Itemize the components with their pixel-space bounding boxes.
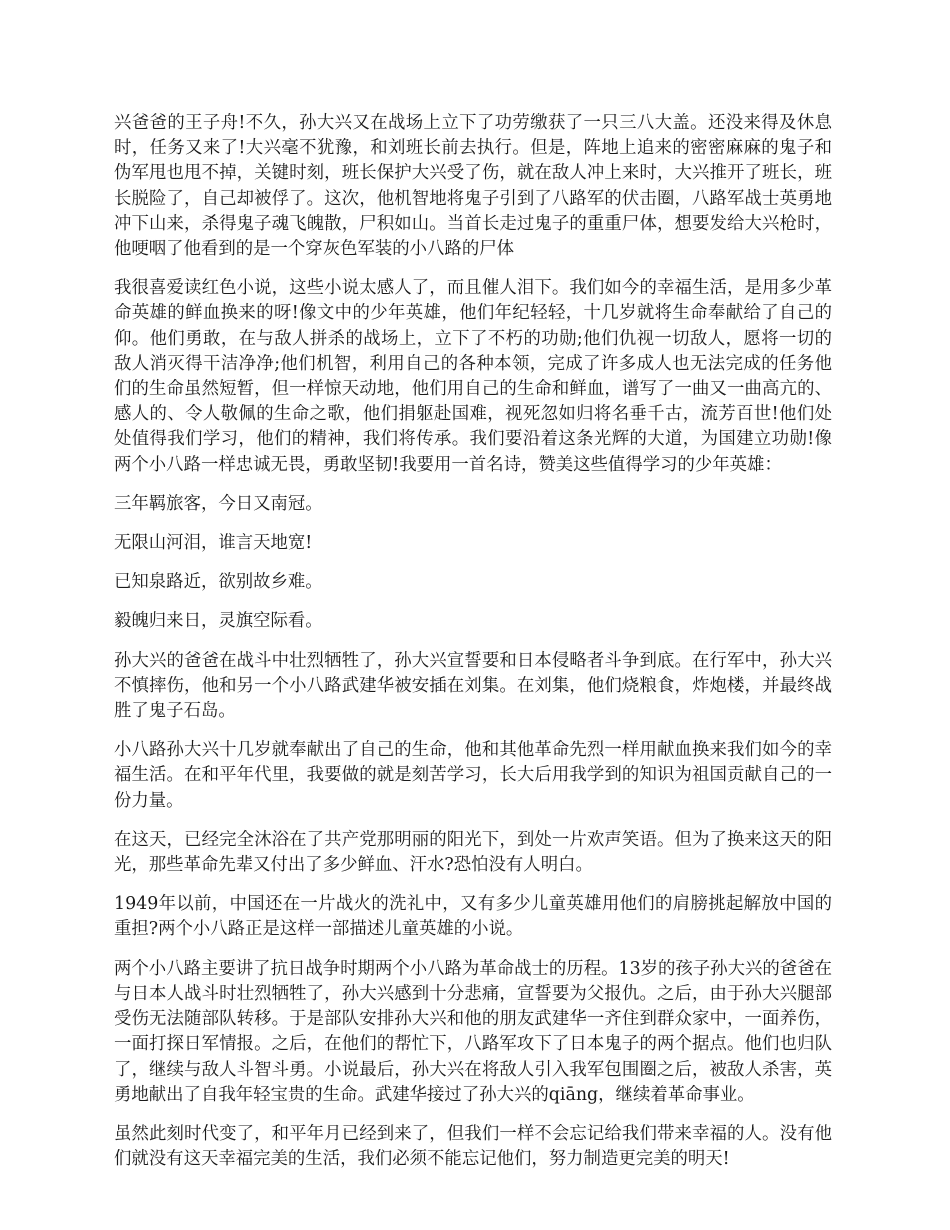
paragraph-story-battle: 兴爸爸的王子舟!不久，孙大兴又在战场上立下了功劳缴获了一只三八大盖。还没来得及休息时，任务又来了!大兴毫不犹豫，和刘班长前去执行。但是，阵地上追来的密密麻麻的鬼子和伪军甩也甩不掉，关键时刻，班长保护大兴受了伤，就在敌人冲上来时，大兴推开了班长，班长脱险了，自己却被俘了。这次，他机智地将鬼子引到了八路军的伏击圈，八路军战士英勇地冲下山来，杀得鬼子魂飞魄散，尸积如山。当首长走过鬼子的重重尸体，想要发给大兴枪时，他哽咽了他看到的是一个穿灰色军装的小八路的尸体 — [114, 113, 832, 260]
paragraph-dedication: 小八路孙大兴十几岁就奉献出了自己的生命，他和其他革命先烈一样用献血换来我们如今的幸福生活。在和平年代里，我要做的就是刻苦学习，长大后用我学到的知识为祖国贡献自己的一份力量。 — [114, 740, 832, 811]
poem-line-2: 无限山河泪，谁言天地宽! — [114, 533, 313, 554]
paragraph-history: 1949年以前，中国还在一片战火的洗礼中，又有多少儿童英雄用他们的肩膀挑起解放中国的重担?两个小八路正是这样一部描述儿童英雄的小说。 — [114, 894, 832, 940]
paragraph-sunlight: 在这天，已经完全沐浴在了共产党那明丽的阳光下，到处一片欢声笑语。但为了换来这天的阳光，那些革命先辈又付出了多少鲜血、汗水?恐怕没有人明白。 — [114, 829, 832, 876]
poem-line-4: 毅魄归来日，灵旗空际看。 — [114, 611, 323, 632]
paragraph-reflection: 我很喜爱读红色小说，这些小说太感人了，而且催人泪下。我们如今的幸福生活，是用多少革命英雄的鲜血换来的呀!像文中的少年英雄，他们年纪轻轻，十几岁就将生命奉献给了自己的仰。他们勇敢，在与敌人拼杀的战场上，立下了不朽的功勋;他们仇视一切敌人，愿将一切的敌人消灭得干洁净净;他们机智，利用自己的各种本领，完成了许多成人也无法完成的任务他们的生命虽然短暂，但一样惊天动地，他们用自己的生命和鲜血，谱写了一曲又一曲高亢的、感人的、令人敬佩的生命之歌，他们捐躯赴国难，视死忽如归将名垂千古，流芳百世!他们处处值得我们学习，他们的精神，我们将传承。我们要沿着这条光辉的大道，为国建立功勋!像两个小八路一样忠诚无畏，勇敢坚韧!我要用一首名诗，赞美这些值得学习的少年英雄： — [114, 278, 832, 475]
poem-line-1: 三年羁旅客，今日又南冠。 — [114, 493, 323, 514]
paragraph-conclusion: 虽然此刻时代变了，和平年月已经到来了，但我们一样不会忘记给我们带来幸福的人。没有他们就没有这天幸福完美的生活，我们必须不能忘记他们，努力制造更完美的明天! — [114, 1123, 832, 1170]
poem-line-3: 已知泉路近，欲别故乡难。 — [114, 572, 323, 593]
paragraph-summary: 孙大兴的爸爸在战斗中壮烈牺牲了，孙大兴宣誓要和日本侵略者斗争到底。在行军中，孙大兴不慎摔伤，他和另一个小八路武建华被安插在刘集。在刘集，他们烧粮食，炸炮楼，并最终战胜了鬼子石岛。 — [114, 650, 832, 722]
paragraph-plot: 两个小八路主要讲了抗日战争时期两个小八路为革命战士的历程。13岁的孩子孙大兴的爸爸在与日本人战斗时壮烈牺牲了，孙大兴感到十分悲痛，宣誓要为父报仇。之后，由于孙大兴腿部受伤无法随部队转移。于是部队安排孙大兴和他的朋友武建华一齐住到群众家中，一面养伤，一面打探日军情报。之后，在他们的帮忙下，八路军攻下了日本鬼子的两个据点。他们也归队了，继续与敌人斗智斗勇。小说最后，孙大兴在将敌人引入我军包围圈之后，被敌人杀害，英勇地献出了自我年轻宝贵的生命。武建华接过了孙大兴的qiāng，继续着革命事业。 — [114, 958, 832, 1105]
